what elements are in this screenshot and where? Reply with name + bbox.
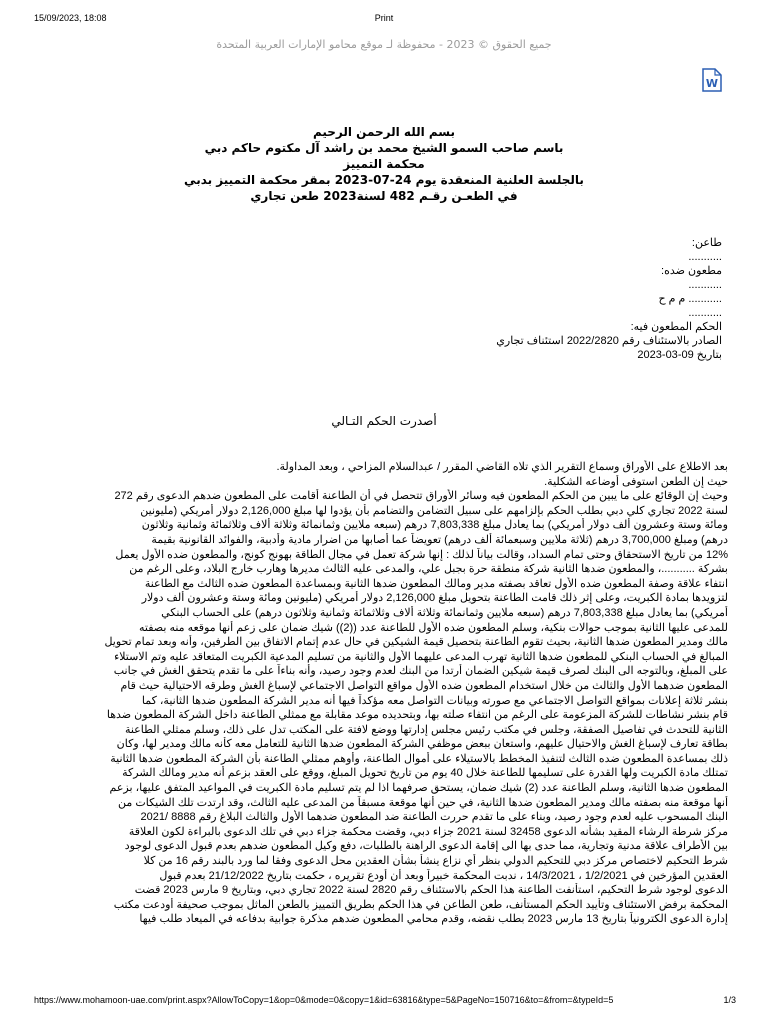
print-title: Print bbox=[374, 13, 394, 23]
body-line: بين الأطراف علاقة مدنية وتجارية، مما حدى بها الى إقامة الدعوى الراهنة بالطلبات، دفع وكيل المطعون ضدهم بعدم قبول الدعوى لوجود bbox=[124, 840, 728, 853]
body-line: لسنة 2022 تجاري كلي دبي بطلب الحكم بإلزامهم على سبيل التضامن والتضامم بأن يؤدوا لها مبلغ 2,126,000 دولار أمريكي (مليونين bbox=[140, 504, 728, 517]
body-line: المبالغ في الحساب البنكي للمطعون ضدها الثانية تهرب المدعى عليهما الأول والثانية من تسليم المدعية الكبريت المتعاقد عليه وتم الاستلاء bbox=[114, 650, 728, 663]
body-line: إدارة الدعوى الكترونياً بتاريخ 13 مارس 2023 بطلب نقضه، وقدم محامي المطعون ضدهم مذكرة جوابية بدفاعه في الميعاد طلب فيها bbox=[139, 913, 728, 926]
print-datetime: 15/09/2023, 18:08 bbox=[34, 13, 107, 23]
word-download-button[interactable] bbox=[702, 68, 722, 92]
body-line: بطاقة تعارف لإسباغ الغش والاحتيال عليهم، واستعان ببعض موظفي الشركة المطعون ضدها الثانية للتعامل معه كأنه مالك ومدير لها، وكان bbox=[116, 738, 728, 751]
print-header bbox=[0, 13, 768, 27]
body-line: الدعوى لوجود شرط التحكيم، استأنفت الطاعنة هذا الحكم بالاستئناف رقم 2820 لسنة 2022 تجاري دبي، وبتاريخ 9 مارس 2023 قضت bbox=[134, 884, 728, 897]
judgment-appeal-line: الصادر بالاستئناف رقم 2022/2820 استئناف تجاري bbox=[496, 335, 722, 347]
body-line: ذلك بمساعدة المطعون ضده الثالث لتنفيذ المخطط بالاستيلاء على أموال الطاعنة، وأوهم ممثلي الطاعنة بأن الشركة المطعون ضدها الثانية bbox=[110, 752, 728, 765]
body-line: على المبلغ، وبالتوجه الى البنك لصرف قيمة شيكين الضمان أرتدا من البنك لعدم وجود رصيد، وأنه بناءاً على ما تقدم يتحقق الغش في جانب bbox=[113, 665, 728, 678]
word-document-icon bbox=[702, 68, 722, 92]
basmala: بسم الله الرحمن الرحيم bbox=[312, 125, 456, 139]
body-line: تمتلك مادة الكبريت ولها القدرة على تسليمها للطاعنة خلال 40 يوم من تاريخ تحويل المبلغ، ووقع على العقد بزعم أنه مدير ومالك الشركة bbox=[122, 767, 728, 780]
body-line: المطعون ضدها الثانية، وسلم الطاعنة عدد (2) شيك ضمان، يستحق صرفهما اذا لم يتم تسليم مادة الكبريت في المواعيد المتفق عليها، بزعم bbox=[109, 782, 728, 795]
ruler-invocation: باسم صاحب السمو الشيخ محمد بن راشد آل مكتوم حاكم دبي bbox=[204, 141, 564, 155]
respondent-value: ........... bbox=[688, 307, 722, 319]
page-number: 1/3 bbox=[723, 995, 736, 1005]
body-line: بعد الاطلاع على الأوراق وسماع التقرير الذي تلاه القاضي المقرر / عبدالسلام المزاحي ، وبعد المداولة. bbox=[276, 461, 728, 473]
body-line: البنك المسحوب عليه لعدم وجود رصيد، وبناء على ما تقدم حررت الطاعنة ضد المطعون ضدهما الأول والثالث البلاغ رقم 8888 /2021 bbox=[140, 811, 728, 824]
copyright-notice: جميع الحقوق © 2023 - محفوظة لـ موقع محامو الإمارات العربية المتحدة bbox=[216, 38, 552, 51]
body-line: المحكمة برفض الاستئناف وتأييد الحكم المستأنف، طعن الطاعن في هذا الحكم بطريق التمييز بالطعن الماثل بموجب صحيفة أودعت مكتب bbox=[113, 898, 728, 911]
respondent-label: مطعون ضده: bbox=[661, 265, 722, 277]
judgment-body bbox=[36, 460, 728, 927]
body-line: 12% من تاريخ الاستحقاق وحتى تمام السداد، وقالت بياناً لذلك : إنها شركة تعمل في مجال الطاقة بهونج كونج، والمطعون ضده الأول يعمل bbox=[115, 548, 728, 561]
body-line: أنها موقعة منه بصفته مالك ومدير المطعون ضدها الثانية، في حين أنها موقعة مسبقاً من المدعى عليه الثالث، وقد ارتدت تلك الشيكات من bbox=[118, 796, 728, 809]
appellant-value: ........... bbox=[688, 251, 722, 263]
appeal-number: في الطعـن رقـم 482 لسنة2023 طعن تجاري bbox=[250, 189, 518, 203]
body-line: المطعون ضدهما الأول والثالث من خلال استخدام المطعون ضده الأول مواقع التواصل الاجتماعي لإسباغ الغش وطرقه الاحتيالية حيث قام bbox=[120, 679, 728, 692]
print-footer bbox=[0, 995, 768, 1009]
body-line: انتفاء علاقة وصفة المطعون ضده الأول تعاقد بصفته مدير ومالك المطعون ضدها الثانية وبمساعدة المطعون ضده الثالث مع الطاعنة bbox=[144, 577, 728, 590]
respondent-value: ........... م م ح bbox=[658, 293, 722, 305]
body-line: للمدعى عليها الثانية بموجب حوالات بنكية، وسلم المطعون ضده الأول للطاعنة عدد ((2)) شيك ضمان على زعم أنها موقعه منه بصفته bbox=[139, 621, 728, 634]
body-line: ومائة وستة وعشرون ألف دولار أمريكي) بما يعادل مبلغ 7,803,338 درهم (سبعه ملايين وثمانمائة وثلاثة ألاف وثلاثمائة وثمانية وثلاثون bbox=[141, 519, 728, 532]
body-line: بنشر ثلاثة إعلانات بمواقع التواصل الاجتماعي مع صورته وبيانات التواصل معه مؤكداً فيها أنه مدير الشركة المطعون ضدها الثانية، كما bbox=[141, 694, 728, 707]
body-line: حيث إن الطعن استوفى أوضاعه الشكلية. bbox=[544, 475, 728, 488]
section-title: أصدرت الحكم التـالي bbox=[331, 414, 437, 428]
print-url: https://www.mohamoon-uae.com/print.aspx?AllowToCopy=1&op=0&mode=0&copy=1&id=63816&type=5&PageNo=150716&to=&from=&typeId=5 bbox=[34, 995, 614, 1005]
body-line: لتزويدها بمادة الكبريت، وعلى إثر ذلك قامت الطاعنة بتحويل مبلغ 2,126,000 دولار أمريكي (مليونين ومائة وستة وعشرون ألف دولار bbox=[141, 592, 728, 605]
court-name: محكمة التمييز bbox=[343, 157, 425, 171]
respondent-value: ........... bbox=[688, 279, 722, 291]
body-line: شرط التحكيم لاختصاص مركز دبي للتحكيم الدولي بنظر أي نزاع ينشأ بشأن العقدين محل الدعوى وفقا لما ورد بالبند رقم 16 من كلا bbox=[143, 855, 728, 868]
body-line: مالك ومدير المطعون ضدها الثانية، بحيث تقوم الطاعنة بتحصيل قيمة الشيكين في حال عدم إتمام الاتفاق بين الطرفين، وأنه وبعد تمام تحويل bbox=[104, 636, 728, 649]
parties-block bbox=[422, 236, 722, 362]
body-line: مركز شرطة الرشاء المقيد بشأنه الدعوى 32458 لسنة 2021 جزاء دبي، وقضت محكمة جزاء دبي في تلك الدعوى بالبراءة لكون العلاقة bbox=[128, 825, 728, 838]
judgment-heading bbox=[60, 124, 708, 204]
body-line: أمريكي) بما يعادل مبلغ 7,803,338 درهم (سبعه ملايين وثمانمائة وثلاثة ألاف وثلاثمائة وثمانية وثلاثون درهم) على الحساب البنكي bbox=[161, 606, 728, 619]
judgment-date-line: بتاريخ 09-03-2023 bbox=[637, 349, 722, 361]
word-icon-letter: W bbox=[705, 77, 719, 90]
appellant-label: طاعن: bbox=[691, 237, 722, 249]
body-line: درهم) ومبلغ 3,700,000 درهم (ثلاثة ملايين وسبعمائة ألف درهم) تعويضاً عما أصابها من اضرار مادية وأدبية، والفوائد القانونية بقيمة bbox=[151, 533, 728, 546]
body-line: قام بنشر نشاطات للشركة المزعومة على الرغم من انتفاء صلته بها، وبتحديده موعد مقابلة مع ممثلي الطاعنة داخل الشركة المطعون ضدها bbox=[106, 709, 728, 722]
body-line: وحيث إن الوقائع على ما يبين من الحكم المطعون فيه وسائر الأوراق تتحصل في أن الطاعنة أقامت على المطعون ضدهم الدعوى رقم 272 bbox=[114, 490, 728, 503]
session-line: بالجلسة العلنية المنعقدة يوم 24-07-2023 بمقر محكمة التمييز بدبي bbox=[184, 173, 584, 187]
body-line: الثانية للتحدث في تفاصيل الصفقة، وجلس في مكتب رئيس مجلس إدارتها ووضع لافتة على المكتب تدل على ذلك، وسلم ممثلي الطاعنة bbox=[124, 723, 728, 736]
body-line: العقدين المؤرخين في 1/2/2021 ، 14/3/2021 ، ندبت المحكمة خبيراً وبعد أن أودع تقريره ، حكمت بتاريخ 21/12/2022 بعدم قبول bbox=[159, 869, 728, 882]
body-line: بشركة ...........، والمطعون ضدها الثانية شركة منطقة حرة بجبل علي، والمدعى عليه الثالث مديرها وهارب خارج البلاد، وعلى الرغم من bbox=[129, 563, 728, 576]
judgment-label: الحكم المطعون فيه: bbox=[630, 321, 722, 333]
